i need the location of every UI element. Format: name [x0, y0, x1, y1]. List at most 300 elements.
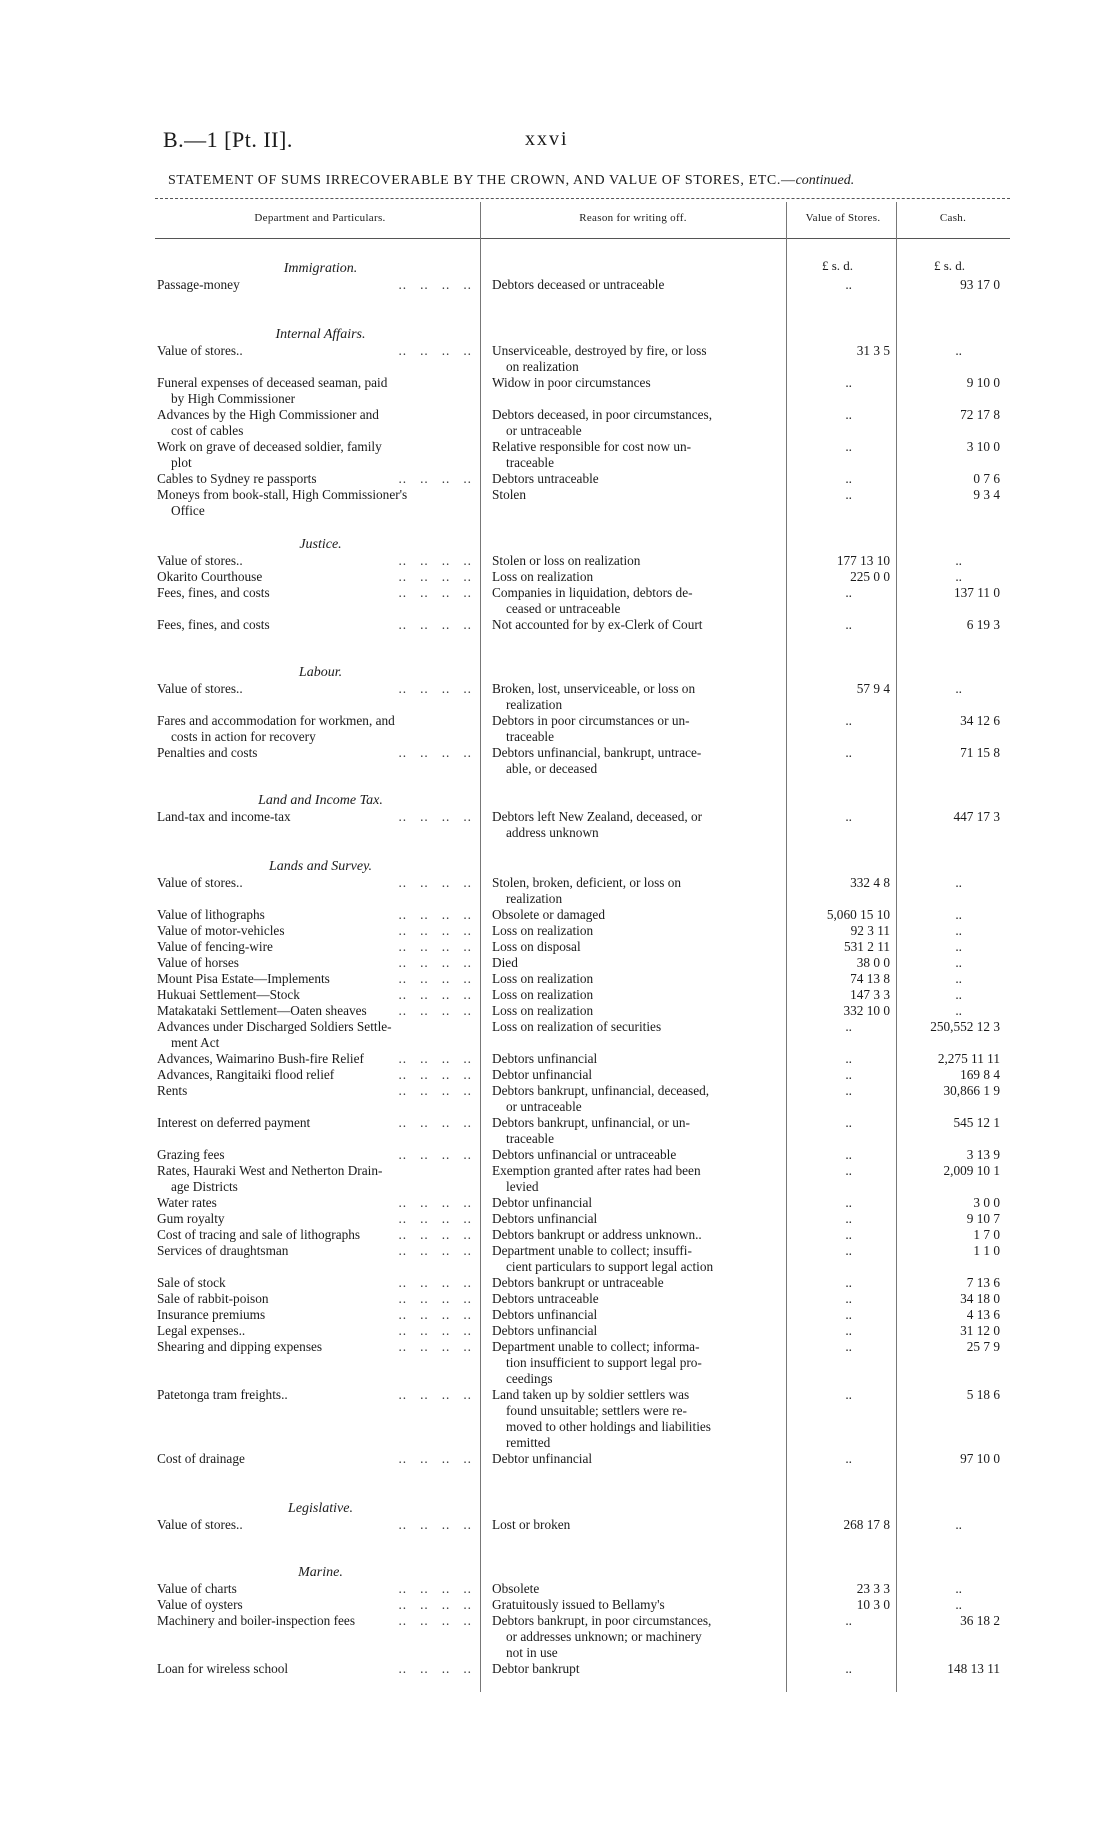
value-of-stores-cell: [795, 1581, 898, 1597]
cash-amount: ..: [955, 955, 962, 970]
leader-dots: .. .. .. ..: [398, 955, 472, 970]
table-row: [0, 1083, 1114, 1114]
particulars-text: Work on grave of deceased soldier, family: [157, 439, 382, 454]
section-heading: Land and Income Tax.: [258, 793, 383, 808]
leader-dots: .. .. .. ..: [398, 939, 472, 954]
cash-cell: [900, 681, 1008, 697]
table-row: [0, 471, 1114, 487]
particulars-text: Interest on deferred payment: [157, 1115, 311, 1130]
cash-amount: 93 17 0: [960, 277, 1000, 292]
cash-amount: 2,275 11 11: [937, 1051, 1000, 1066]
particulars-text: plot: [171, 455, 192, 470]
value-amount: ..: [845, 1339, 852, 1354]
section-heading: Justice.: [299, 537, 342, 552]
leader-dots: .. .. .. ..: [398, 907, 472, 922]
cash-cell: [900, 875, 1008, 891]
table-row: [0, 375, 1114, 406]
section-heading: Immigration.: [283, 261, 358, 276]
cash-amount: 4 13 6: [966, 1307, 1000, 1322]
particulars-text: Shearing and dipping expenses: [157, 1339, 323, 1354]
reason-text: Debtors in poor circumstances or un-: [492, 713, 690, 728]
table-row: [0, 1243, 1114, 1274]
value-amount: ..: [845, 471, 852, 486]
leader-dots: .. .. .. ..: [398, 1597, 472, 1612]
cash-cell: [900, 1083, 1008, 1099]
table-row: [0, 1195, 1114, 1211]
cash-amount: 0 7 6: [973, 471, 1000, 486]
reason-text: tion insufficient to support legal pro-: [506, 1355, 702, 1370]
leader-dots: .. .. .. ..: [398, 277, 472, 292]
leader-dots: .. .. .. ..: [398, 569, 472, 584]
value-of-stores-cell: [795, 971, 898, 987]
cash-amount: 5 18 6: [966, 1387, 1000, 1402]
cash-cell: [900, 1211, 1008, 1227]
reason-text: Stolen, broken, deficient, or loss on: [492, 875, 682, 890]
cash-amount: ..: [955, 681, 962, 696]
value-of-stores-cell: [795, 617, 898, 633]
value-amount: 23 3 3: [856, 1581, 890, 1596]
table-row: [0, 1003, 1114, 1019]
value-amount: ..: [845, 1115, 852, 1130]
leader-dots: .. .. .. ..: [398, 1227, 472, 1242]
reason-text: address unknown: [506, 825, 599, 840]
particulars-text: Fares and accommodation for workmen, and: [157, 713, 395, 728]
reason-text: ceedings: [506, 1371, 553, 1386]
particulars-text: Loan for wireless school: [157, 1661, 289, 1676]
document-reference: B.—1 [Pt. II].: [163, 127, 293, 152]
cash-amount: 250,552 12 3: [930, 1019, 1000, 1034]
reason-text: able, or deceased: [506, 761, 598, 776]
particulars-text: Value of lithographs: [157, 907, 265, 922]
value-amount: ..: [845, 375, 852, 390]
reason-text: or untraceable: [506, 1099, 582, 1114]
reason-text: Land taken up by soldier settlers was: [492, 1387, 690, 1402]
reason-text: moved to other holdings and liabilities: [506, 1419, 711, 1434]
cash-amount: 3 0 0: [973, 1195, 1000, 1210]
value-amount: ..: [845, 1275, 852, 1290]
table-row: [0, 1613, 1114, 1660]
value-of-stores-cell: [795, 569, 898, 585]
reason-text: Loss on realization: [492, 987, 594, 1002]
particulars-text: Land-tax and income-tax: [157, 809, 291, 824]
value-of-stores-cell: [795, 439, 898, 455]
value-of-stores-cell: [795, 1083, 898, 1099]
cash-amount: 2,009 10 1: [943, 1163, 1000, 1178]
value-of-stores-cell: [795, 1323, 898, 1339]
cash-cell: [900, 1115, 1008, 1131]
value-of-stores-cell: [795, 585, 898, 601]
table-row: [0, 971, 1114, 987]
cash-cell: [900, 1613, 1008, 1629]
particulars-text: Matakataki Settlement—Oaten sheaves: [157, 1003, 367, 1018]
table-row: [0, 1067, 1114, 1083]
particulars-text: Value of horses: [157, 955, 239, 970]
value-amount: ..: [845, 407, 852, 422]
reason-text: Debtors bankrupt or address unknown..: [492, 1227, 702, 1242]
cash-cell: [900, 375, 1008, 391]
value-of-stores-cell: [795, 1147, 898, 1163]
particulars-text: ment Act: [171, 1035, 220, 1050]
header-rule: [155, 238, 1010, 239]
section-heading: Labour.: [298, 665, 343, 680]
value-of-stores-cell: [795, 1195, 898, 1211]
cash-amount: ..: [955, 569, 962, 584]
cash-cell: [900, 955, 1008, 971]
cash-cell: [900, 923, 1008, 939]
table-row: [0, 1019, 1114, 1050]
table-row: [0, 955, 1114, 971]
cash-cell: [900, 1003, 1008, 1019]
value-amount: 74 13 8: [850, 971, 890, 986]
particulars-text: cost of cables: [171, 423, 244, 438]
section-heading: Internal Affairs.: [275, 327, 366, 342]
particulars-text: Cost of drainage: [157, 1451, 245, 1466]
leader-dots: .. .. .. ..: [398, 923, 472, 938]
cash-cell: [900, 617, 1008, 633]
table-row: [0, 1291, 1114, 1307]
value-amount: ..: [845, 1051, 852, 1066]
leader-dots: .. .. .. ..: [398, 1291, 472, 1306]
reason-text: Debtors unfinancial or untraceable: [492, 1147, 677, 1162]
table-row: [0, 923, 1114, 939]
particulars-text: Mount Pisa Estate—Implements: [157, 971, 330, 986]
value-of-stores-cell: [795, 407, 898, 423]
particulars-text: Funeral expenses of deceased seaman, paid: [157, 375, 388, 390]
reason-text: Widow in poor circumstances: [492, 375, 651, 390]
cash-amount: ..: [955, 971, 962, 986]
cash-amount: ..: [955, 939, 962, 954]
particulars-text: Cost of tracing and sale of lithographs: [157, 1227, 361, 1242]
value-amount: ..: [845, 1019, 852, 1034]
leader-dots: .. .. .. ..: [398, 1661, 472, 1676]
particulars-text: Advances by the High Commissioner and: [157, 407, 379, 422]
cash-cell: [900, 1275, 1008, 1291]
table-row: [0, 1451, 1114, 1467]
table-row: [0, 875, 1114, 906]
value-of-stores-cell: [795, 1051, 898, 1067]
cash-cell: [900, 1291, 1008, 1307]
leader-dots: .. .. .. ..: [398, 1581, 472, 1596]
reason-text: Loss on realization: [492, 971, 594, 986]
cash-amount: 545 12 1: [953, 1115, 1000, 1130]
particulars-text: Value of charts: [157, 1581, 237, 1596]
column-header-value: Value of Stores.: [805, 212, 881, 224]
value-amount: 531 2 11: [843, 939, 890, 954]
column-header-cash: Cash.: [939, 212, 967, 224]
particulars-text: Okarito Courthouse: [157, 569, 263, 584]
table-row: [0, 681, 1114, 712]
cash-amount: ..: [955, 1517, 962, 1532]
cash-cell: [900, 713, 1008, 729]
table-row: [0, 1163, 1114, 1194]
particulars-text: Value of fencing-wire: [157, 939, 273, 954]
table-row: [0, 1661, 1114, 1677]
reason-text: Debtor unfinancial: [492, 1451, 593, 1466]
value-of-stores-cell: [795, 375, 898, 391]
leader-dots: .. .. .. ..: [398, 1339, 472, 1354]
value-of-stores-cell: [795, 1661, 898, 1677]
value-of-stores-cell: [795, 987, 898, 1003]
reason-text: Department unable to collect; insuffi-: [492, 1243, 692, 1258]
cash-amount: 1 1 0: [973, 1243, 1000, 1258]
reason-text: Debtors unfinancial, bankrupt, untrace-: [492, 745, 702, 760]
reason-text: Debtor unfinancial: [492, 1067, 593, 1082]
leader-dots: .. .. .. ..: [398, 809, 472, 824]
value-of-stores-cell: [795, 939, 898, 955]
particulars-text: Advances, Waimarino Bush-fire Relief: [157, 1051, 364, 1066]
value-amount: ..: [845, 1387, 852, 1402]
value-amount: ..: [845, 1067, 852, 1082]
value-of-stores-cell: [795, 1003, 898, 1019]
cash-cell: [900, 745, 1008, 761]
value-amount: 147 3 3: [850, 987, 890, 1002]
cash-amount: 1 7 0: [973, 1227, 1000, 1242]
cash-cell: [900, 1661, 1008, 1677]
table-row: [0, 1517, 1114, 1533]
reason-text: ceased or untraceable: [506, 601, 621, 616]
particulars-text: Value of oysters: [157, 1597, 243, 1612]
reason-text: Debtors unfinancial: [492, 1051, 598, 1066]
cash-amount: 169 8 4: [960, 1067, 1000, 1082]
cash-cell: [900, 1451, 1008, 1467]
reason-text: cient particulars to support legal action: [506, 1259, 714, 1274]
particulars-text: Legal expenses..: [157, 1323, 246, 1338]
table-row: [0, 1147, 1114, 1163]
value-amount: 31 3 5: [856, 343, 890, 358]
table-row: [0, 939, 1114, 955]
reason-text: Debtor unfinancial: [492, 1195, 593, 1210]
page-title: STATEMENT OF SUMS IRRECOVERABLE BY THE CROWN, AND VALUE OF STORES, ETC.—continued.: [168, 173, 855, 188]
table-row: [0, 745, 1114, 776]
particulars-text: Rates, Hauraki West and Netherton Drain-: [157, 1163, 383, 1178]
particulars-text: Sale of stock: [157, 1275, 226, 1290]
table-row: [0, 1581, 1114, 1597]
cash-amount: ..: [955, 553, 962, 568]
value-of-stores-cell: [795, 1613, 898, 1629]
particulars-text: Cables to Sydney re passports: [157, 471, 317, 486]
value-amount: ..: [845, 1613, 852, 1628]
cash-amount: 30,866 1 9: [943, 1083, 1000, 1098]
value-of-stores-cell: [795, 923, 898, 939]
reason-text: Debtors deceased, in poor circumstances,: [492, 407, 713, 422]
cash-amount: 9 10 0: [966, 375, 1000, 390]
leader-dots: .. .. .. ..: [398, 617, 472, 632]
particulars-text: Value of stores..: [157, 1517, 243, 1532]
cash-cell: [900, 585, 1008, 601]
reason-text: Broken, lost, unserviceable, or loss on: [492, 681, 696, 696]
cash-amount: ..: [955, 987, 962, 1002]
cash-cell: [900, 343, 1008, 359]
reason-text: Debtors bankrupt, unfinancial, or un-: [492, 1115, 690, 1130]
cash-amount: 9 10 7: [966, 1211, 1000, 1226]
cash-amount: 34 18 0: [960, 1291, 1000, 1306]
value-of-stores-cell: [795, 1597, 898, 1613]
particulars-text: Sale of rabbit-poison: [157, 1291, 269, 1306]
table-row: [0, 1227, 1114, 1243]
value-of-stores-cell: [795, 681, 898, 697]
value-of-stores-cell: [795, 471, 898, 487]
cash-cell: [900, 569, 1008, 585]
value-amount: ..: [845, 1323, 852, 1338]
section-heading: Legislative.: [288, 1501, 353, 1516]
cash-amount: ..: [955, 1581, 962, 1596]
value-of-stores-cell: [795, 713, 898, 729]
leader-dots: .. .. .. ..: [398, 471, 472, 486]
cash-amount: 72 17 8: [960, 407, 1000, 422]
value-of-stores-cell: [795, 1067, 898, 1083]
reason-text: Debtors bankrupt, in poor circumstances,: [492, 1613, 712, 1628]
reason-text: Loss on realization of securities: [492, 1019, 662, 1034]
value-of-stores-cell: [795, 1115, 898, 1131]
table-row: [0, 1051, 1114, 1067]
leader-dots: .. .. .. ..: [398, 1323, 472, 1338]
reason-text: Debtors unfinancial: [492, 1211, 598, 1226]
cash-cell: [900, 1387, 1008, 1403]
value-of-stores-cell: [795, 1451, 898, 1467]
particulars-text: Water rates: [157, 1195, 217, 1210]
particulars-text: Hukuai Settlement—Stock: [157, 987, 300, 1002]
table-row: [0, 439, 1114, 470]
reason-text: Debtors untraceable: [492, 1291, 599, 1306]
table-row: [0, 343, 1114, 374]
leader-dots: .. .. .. ..: [398, 971, 472, 986]
leader-dots: .. .. .. ..: [398, 1613, 472, 1628]
leader-dots: .. .. .. ..: [398, 681, 472, 696]
cash-cell: [900, 1019, 1008, 1035]
table-row: [0, 1307, 1114, 1323]
particulars-text: Patetonga tram freights..: [157, 1387, 288, 1402]
value-of-stores-cell: [795, 1163, 898, 1179]
leader-dots: .. .. .. ..: [398, 1211, 472, 1226]
leader-dots: .. .. .. ..: [398, 1147, 472, 1162]
value-amount: ..: [845, 1147, 852, 1162]
value-of-stores-cell: [795, 553, 898, 569]
cash-amount: ..: [955, 875, 962, 890]
table-row: [0, 1211, 1114, 1227]
reason-text: Obsolete or damaged: [492, 907, 605, 922]
value-of-stores-cell: [795, 1517, 898, 1533]
cash-amount: 36 18 2: [960, 1613, 1000, 1628]
value-amount: 177 13 10: [836, 553, 890, 568]
leader-dots: .. .. .. ..: [398, 1451, 472, 1466]
cash-amount: 71 15 8: [960, 745, 1000, 760]
value-of-stores-cell: [795, 809, 898, 825]
reason-text: Lost or broken: [492, 1517, 571, 1532]
leader-dots: .. .. .. ..: [398, 1051, 472, 1066]
particulars-text: Services of draughtsman: [157, 1243, 289, 1258]
reason-text: remitted: [506, 1435, 551, 1450]
table-row: [0, 987, 1114, 1003]
particulars-text: Value of stores..: [157, 553, 243, 568]
leader-dots: .. .. .. ..: [398, 745, 472, 760]
reason-text: Department unable to collect; informa-: [492, 1339, 700, 1354]
value-amount: ..: [845, 1227, 852, 1242]
cash-amount: ..: [955, 1003, 962, 1018]
cash-cell: [900, 1067, 1008, 1083]
reason-text: traceable: [506, 455, 554, 470]
particulars-text: Machinery and boiler-inspection fees: [157, 1613, 356, 1628]
particulars-text: Grazing fees: [157, 1147, 225, 1162]
cash-cell: [900, 939, 1008, 955]
particulars-text: Advances, Rangitaiki flood relief: [157, 1067, 335, 1082]
particulars-text: costs in action for recovery: [171, 729, 316, 744]
reason-text: Debtors unfinancial: [492, 1307, 598, 1322]
value-amount: ..: [845, 277, 852, 292]
cash-cell: [900, 1243, 1008, 1259]
value-amount: ..: [845, 617, 852, 632]
table-row: [0, 1387, 1114, 1450]
particulars-text: Value of motor-vehicles: [157, 923, 285, 938]
cash-cell: [900, 1051, 1008, 1067]
value-of-stores-cell: [795, 343, 898, 359]
value-amount: ..: [845, 1083, 852, 1098]
value-of-stores-cell: [795, 1339, 898, 1355]
value-amount: ..: [845, 1211, 852, 1226]
leader-dots: .. .. .. ..: [398, 343, 472, 358]
reason-text: Debtors unfinancial: [492, 1323, 598, 1338]
cash-amount: ..: [955, 907, 962, 922]
value-of-stores-cell: [795, 907, 898, 923]
value-of-stores-cell: [795, 277, 898, 293]
value-of-stores-cell: [795, 1307, 898, 1323]
value-amount: ..: [845, 745, 852, 760]
leader-dots: .. .. .. ..: [398, 1003, 472, 1018]
value-amount: 92 3 11: [850, 923, 890, 938]
particulars-text: Fees, fines, and costs: [157, 585, 270, 600]
reason-text: Exemption granted after rates had been: [492, 1163, 701, 1178]
value-units: £ s. d.: [822, 258, 854, 273]
value-amount: ..: [845, 439, 852, 454]
cash-cell: [900, 439, 1008, 455]
value-amount: 10 3 0: [856, 1597, 890, 1612]
particulars-text: Fees, fines, and costs: [157, 617, 270, 632]
title-continued: continued.: [795, 173, 855, 188]
cash-amount: 3 10 0: [966, 439, 1000, 454]
table-row: [0, 569, 1114, 585]
particulars-text: Value of stores..: [157, 681, 243, 696]
leader-dots: .. .. .. ..: [398, 1067, 472, 1082]
reason-text: Companies in liquidation, debtors de-: [492, 585, 693, 600]
reason-text: found unsuitable; settlers were re-: [506, 1403, 687, 1418]
cash-cell: [900, 1323, 1008, 1339]
cash-cell: [900, 987, 1008, 1003]
cash-amount: 148 13 11: [947, 1661, 1000, 1676]
reason-text: traceable: [506, 729, 554, 744]
particulars-text: Rents: [157, 1083, 188, 1098]
cash-cell: [900, 553, 1008, 569]
reason-text: Gratuitously issued to Bellamy's: [492, 1597, 665, 1612]
value-amount: 332 10 0: [843, 1003, 890, 1018]
cash-cell: [900, 1195, 1008, 1211]
reason-text: traceable: [506, 1131, 554, 1146]
cash-cell: [900, 971, 1008, 987]
table-row: [0, 713, 1114, 744]
cash-cell: [900, 277, 1008, 293]
cash-cell: [900, 907, 1008, 923]
particulars-text: Penalties and costs: [157, 745, 258, 760]
value-amount: ..: [845, 1307, 852, 1322]
leader-dots: .. .. .. ..: [398, 1387, 472, 1402]
cash-cell: [900, 1147, 1008, 1163]
value-of-stores-cell: [795, 487, 898, 503]
leader-dots: .. .. .. ..: [398, 553, 472, 568]
cash-cell: [900, 1307, 1008, 1323]
table-row: [0, 1339, 1114, 1386]
cash-amount: ..: [955, 343, 962, 358]
table-row: [0, 809, 1114, 840]
reason-text: realization: [506, 697, 563, 712]
cash-amount: 7 13 6: [966, 1275, 1000, 1290]
